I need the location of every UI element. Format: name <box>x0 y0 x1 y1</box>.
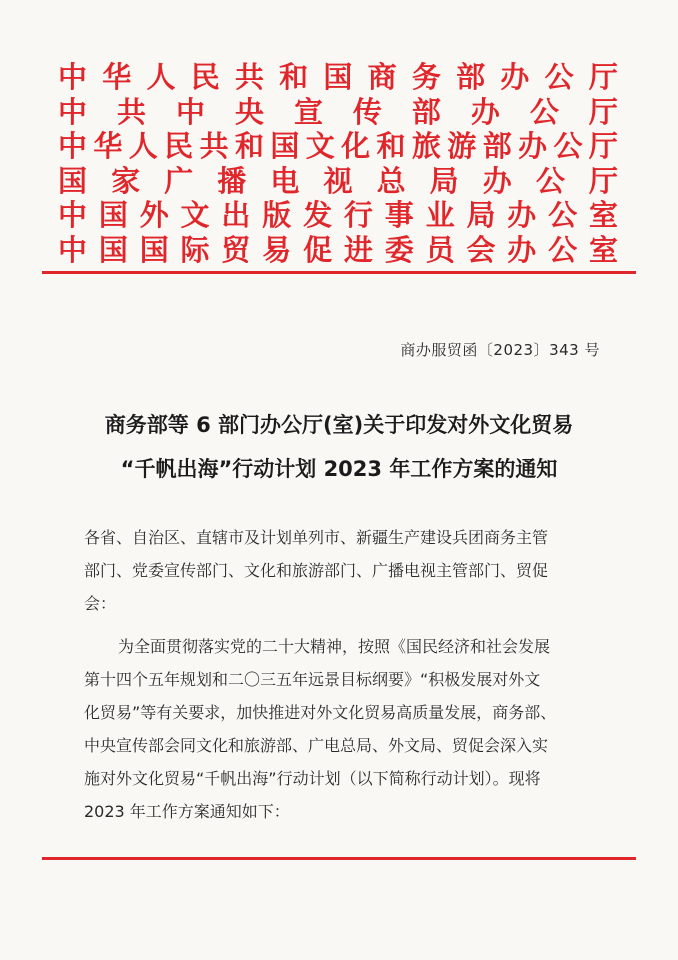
issuer-char: 办 <box>500 60 530 94</box>
paragraph-line: 2023 年工作方案通知如下： <box>84 802 290 821</box>
paragraph-line: 中央宣传部会同文化和旅游部、广电总局、外文局、贸促会深入实 <box>84 736 549 755</box>
issuer-char: 际 <box>180 232 210 267</box>
issuer-char: 易 <box>262 232 292 267</box>
issuer-char: 贸 <box>221 232 251 267</box>
issuer-char: 室 <box>588 198 618 232</box>
issuer-char: 厅 <box>588 163 618 198</box>
issuer-char: 播 <box>217 163 247 198</box>
paragraph-line: 第十四个五年规划和二〇三五年远景目标纲要》“积极发展对外文 <box>84 670 541 689</box>
issuer-char: 民 <box>190 60 220 94</box>
issuer-char: 厅 <box>588 60 618 94</box>
issuer-char: 传 <box>352 94 382 129</box>
paragraph-line: 化贸易”等有关要求，加快推进对外文化贸易高质量发展，商务部、 <box>84 703 557 722</box>
issuer-char: 厅 <box>588 129 618 163</box>
issuer-char: 室 <box>588 232 618 267</box>
issuer-char: 务 <box>411 60 441 94</box>
issuer-char: 国 <box>323 60 353 94</box>
issuer-char: 部 <box>411 94 441 129</box>
paragraph-line: 施对外文化贸易“千帆出海”行动计划（以下简称行动计划）。现将 <box>84 769 541 788</box>
issuer-char: 会 <box>466 232 496 267</box>
issuer-line <box>58 233 618 268</box>
issuer-char: 文 <box>180 198 210 232</box>
issuer-char: 央 <box>234 94 264 129</box>
document-title <box>40 403 638 491</box>
issuer-char: 局 <box>429 163 459 198</box>
issuer-char: 公 <box>548 198 578 232</box>
issuer-char: 和 <box>279 60 309 94</box>
issuer-char: 员 <box>425 232 455 267</box>
issuer-char: 公 <box>544 60 574 94</box>
issuer-char: 行 <box>343 198 373 232</box>
issuer-char: 外 <box>139 198 169 232</box>
issuer-line <box>58 129 618 164</box>
issuer-char: 家 <box>111 163 141 198</box>
issuer-char: 国 <box>98 232 128 267</box>
issuer-char: 办 <box>518 129 548 163</box>
issuer-char: 办 <box>507 232 537 267</box>
issuer-char: 旅 <box>411 129 441 163</box>
issuer-char: 人 <box>128 129 158 163</box>
issuer-char: 公 <box>548 232 578 267</box>
issuer-char: 出 <box>221 198 251 232</box>
issuer-char: 厅 <box>588 94 618 129</box>
issuer-char: 公 <box>529 94 559 129</box>
title-line: 商务部等 6 部门办公厅(室)关于印发对外文化贸易 <box>104 413 574 437</box>
issuer-char: 共 <box>199 129 229 163</box>
issuer-char: 共 <box>234 60 264 94</box>
issuer-char: 游 <box>447 129 477 163</box>
issuer-char: 事 <box>384 198 414 232</box>
issuer-char: 公 <box>553 129 583 163</box>
issuer-char: 共 <box>116 94 146 129</box>
title-line: “千帆出海”行动计划 2023 年工作方案的通知 <box>120 457 558 481</box>
recipients-line: 会： <box>84 594 117 613</box>
issuer-char: 版 <box>262 198 292 232</box>
issuer-line <box>58 164 618 199</box>
issuer-char: 发 <box>303 198 333 232</box>
issuer-char: 中 <box>58 198 88 232</box>
issuer-char: 华 <box>93 129 123 163</box>
issuer-char: 办 <box>470 94 500 129</box>
issuer-char: 国 <box>98 198 128 232</box>
issuer-char: 局 <box>466 198 496 232</box>
recipients-line: 各省、自治区、直辖市及计划单列市、新疆生产建设兵团商务主管 <box>84 528 549 547</box>
issuer-char: 国 <box>270 129 300 163</box>
issuer-char: 国 <box>139 232 169 267</box>
issuer-char: 中 <box>175 94 205 129</box>
document-body <box>84 521 604 828</box>
paragraph-line: 为全面贯彻落实党的二十大精神，按照《国民经济和社会发展 <box>118 637 551 656</box>
issuer-char: 视 <box>323 163 353 198</box>
footer-red-rule <box>42 857 636 860</box>
issuer-line <box>58 198 618 233</box>
recipients-line: 部门、党委宣传部门、文化和旅游部门、广播电视主管部门、贸促 <box>84 561 549 580</box>
issuer-char: 华 <box>102 60 132 94</box>
issuer-char: 宣 <box>293 94 323 129</box>
issuer-char: 办 <box>507 198 537 232</box>
issuer-line <box>58 60 618 95</box>
issuer-char: 委 <box>384 232 414 267</box>
header-red-rule <box>42 271 636 274</box>
issuer-char: 中 <box>58 129 88 163</box>
issuer-char: 和 <box>376 129 406 163</box>
issuer-char: 电 <box>270 163 300 198</box>
issuer-char: 国 <box>58 163 88 198</box>
issuer-char: 广 <box>164 163 194 198</box>
issuer-char: 民 <box>164 129 194 163</box>
issuer-char: 部 <box>456 60 486 94</box>
issuer-char: 部 <box>482 129 512 163</box>
issuer-char: 化 <box>341 129 371 163</box>
issuer-char: 人 <box>146 60 176 94</box>
issuer-char: 文 <box>305 129 335 163</box>
issuer-char: 中 <box>58 232 88 267</box>
issuer-char: 促 <box>303 232 333 267</box>
issuer-header <box>58 60 618 267</box>
issuer-char: 公 <box>535 163 565 198</box>
issuer-char: 总 <box>376 163 406 198</box>
issuer-char: 业 <box>425 198 455 232</box>
issuer-char: 中 <box>58 60 88 94</box>
issuer-char: 和 <box>234 129 264 163</box>
document-number: 商办服贸函〔2023〕343 号 <box>400 341 600 359</box>
issuer-char: 商 <box>367 60 397 94</box>
issuer-char: 进 <box>343 232 373 267</box>
issuer-line <box>58 95 618 130</box>
issuer-char: 办 <box>482 163 512 198</box>
issuer-char: 中 <box>58 94 88 129</box>
